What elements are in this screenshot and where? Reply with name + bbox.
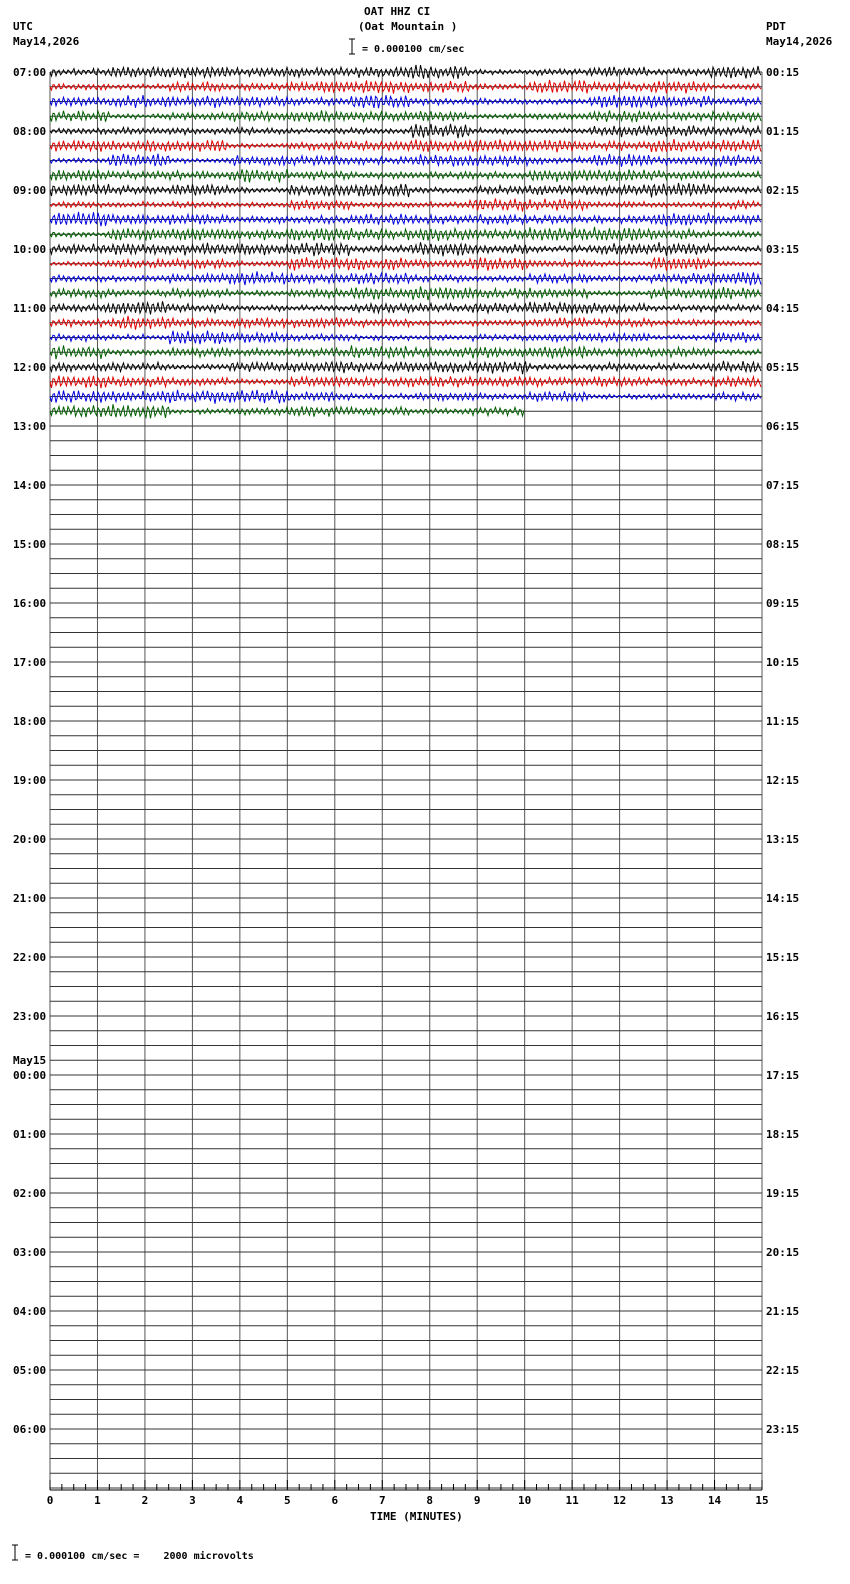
x-tick-label: 7 [378, 1494, 386, 1507]
x-tick-label: 5 [284, 1494, 291, 1507]
utc-hour-label: 05:00 [13, 1364, 47, 1377]
footer-scale-note: = 0.000100 cm/sec = 2000 microvolts [25, 1551, 254, 1562]
utc-hour-label: 22:00 [13, 951, 47, 964]
pdt-hour-label: 23:15 [766, 1423, 800, 1436]
left-timezone: UTC [13, 20, 33, 33]
x-tick-label: 10 [518, 1494, 532, 1507]
utc-hour-label: 07:00 [13, 66, 47, 79]
utc-hour-label: 08:00 [13, 125, 47, 138]
date-change-label: May15 [13, 1054, 47, 1067]
x-tick-label: 9 [473, 1494, 481, 1507]
station-location: (Oat Mountain ) [358, 20, 458, 33]
pdt-hour-label: 14:15 [766, 892, 800, 905]
utc-hour-label: 04:00 [13, 1305, 47, 1318]
utc-hour-label: 21:00 [13, 892, 47, 905]
utc-hour-label: 11:00 [13, 302, 47, 315]
x-tick-label: 0 [46, 1494, 54, 1507]
utc-hour-label: 18:00 [13, 715, 47, 728]
pdt-hour-label: 03:15 [766, 243, 800, 256]
pdt-hour-label: 17:15 [766, 1069, 800, 1082]
utc-hour-label: 13:00 [13, 420, 47, 433]
scale-label: = 0.000100 cm/sec [362, 44, 465, 55]
left-date: May14,2026 [13, 35, 80, 48]
utc-hour-label: 00:00 [13, 1069, 47, 1082]
utc-hour-label: 19:00 [13, 774, 47, 787]
x-tick-label: 3 [189, 1494, 196, 1507]
utc-hour-label: 17:00 [13, 656, 47, 669]
pdt-hour-label: 15:15 [766, 951, 800, 964]
pdt-hour-label: 02:15 [766, 184, 800, 197]
x-axis-label: TIME (MINUTES) [370, 1510, 463, 1523]
pdt-hour-label: 13:15 [766, 833, 800, 846]
utc-hour-label: 15:00 [13, 538, 47, 551]
right-date: May14,2026 [766, 35, 833, 48]
utc-hour-label: 03:00 [13, 1246, 47, 1259]
pdt-hour-label: 00:15 [766, 66, 800, 79]
x-tick-label: 13 [660, 1494, 674, 1507]
x-tick-label: 15 [755, 1494, 769, 1507]
x-tick-label: 8 [426, 1494, 434, 1507]
pdt-hour-label: 18:15 [766, 1128, 800, 1141]
utc-hour-label: 20:00 [13, 833, 47, 846]
x-tick-label: 2 [141, 1494, 149, 1507]
pdt-hour-label: 12:15 [766, 774, 800, 787]
utc-hour-label: 12:00 [13, 361, 47, 374]
utc-hour-label: 01:00 [13, 1128, 47, 1141]
pdt-hour-label: 07:15 [766, 479, 800, 492]
pdt-hour-label: 10:15 [766, 656, 800, 669]
x-tick-label: 1 [94, 1494, 101, 1507]
pdt-hour-label: 09:15 [766, 597, 800, 610]
x-tick-label: 14 [707, 1494, 722, 1507]
pdt-hour-label: 16:15 [766, 1010, 800, 1023]
pdt-hour-label: 05:15 [766, 361, 800, 374]
pdt-hour-label: 06:15 [766, 420, 800, 433]
x-tick-label: 11 [565, 1494, 579, 1507]
pdt-hour-label: 08:15 [766, 538, 800, 551]
right-timezone: PDT [766, 20, 786, 33]
x-tick-label: 12 [612, 1494, 627, 1507]
pdt-hour-label: 19:15 [766, 1187, 800, 1200]
utc-hour-label: 10:00 [13, 243, 47, 256]
x-tick-label: 4 [236, 1494, 244, 1507]
utc-hour-label: 02:00 [13, 1187, 47, 1200]
utc-hour-label: 23:00 [13, 1010, 47, 1023]
pdt-hour-label: 04:15 [766, 302, 800, 315]
utc-hour-label: 16:00 [13, 597, 47, 610]
pdt-hour-label: 01:15 [766, 125, 800, 138]
pdt-hour-label: 20:15 [766, 1246, 800, 1259]
utc-hour-label: 06:00 [13, 1423, 47, 1436]
utc-hour-label: 09:00 [13, 184, 47, 197]
pdt-hour-label: 22:15 [766, 1364, 800, 1377]
utc-hour-label: 14:00 [13, 479, 47, 492]
pdt-hour-label: 11:15 [766, 715, 800, 728]
station-title: OAT HHZ CI [364, 5, 431, 18]
x-tick-label: 6 [331, 1494, 339, 1507]
pdt-hour-label: 21:15 [766, 1305, 800, 1318]
